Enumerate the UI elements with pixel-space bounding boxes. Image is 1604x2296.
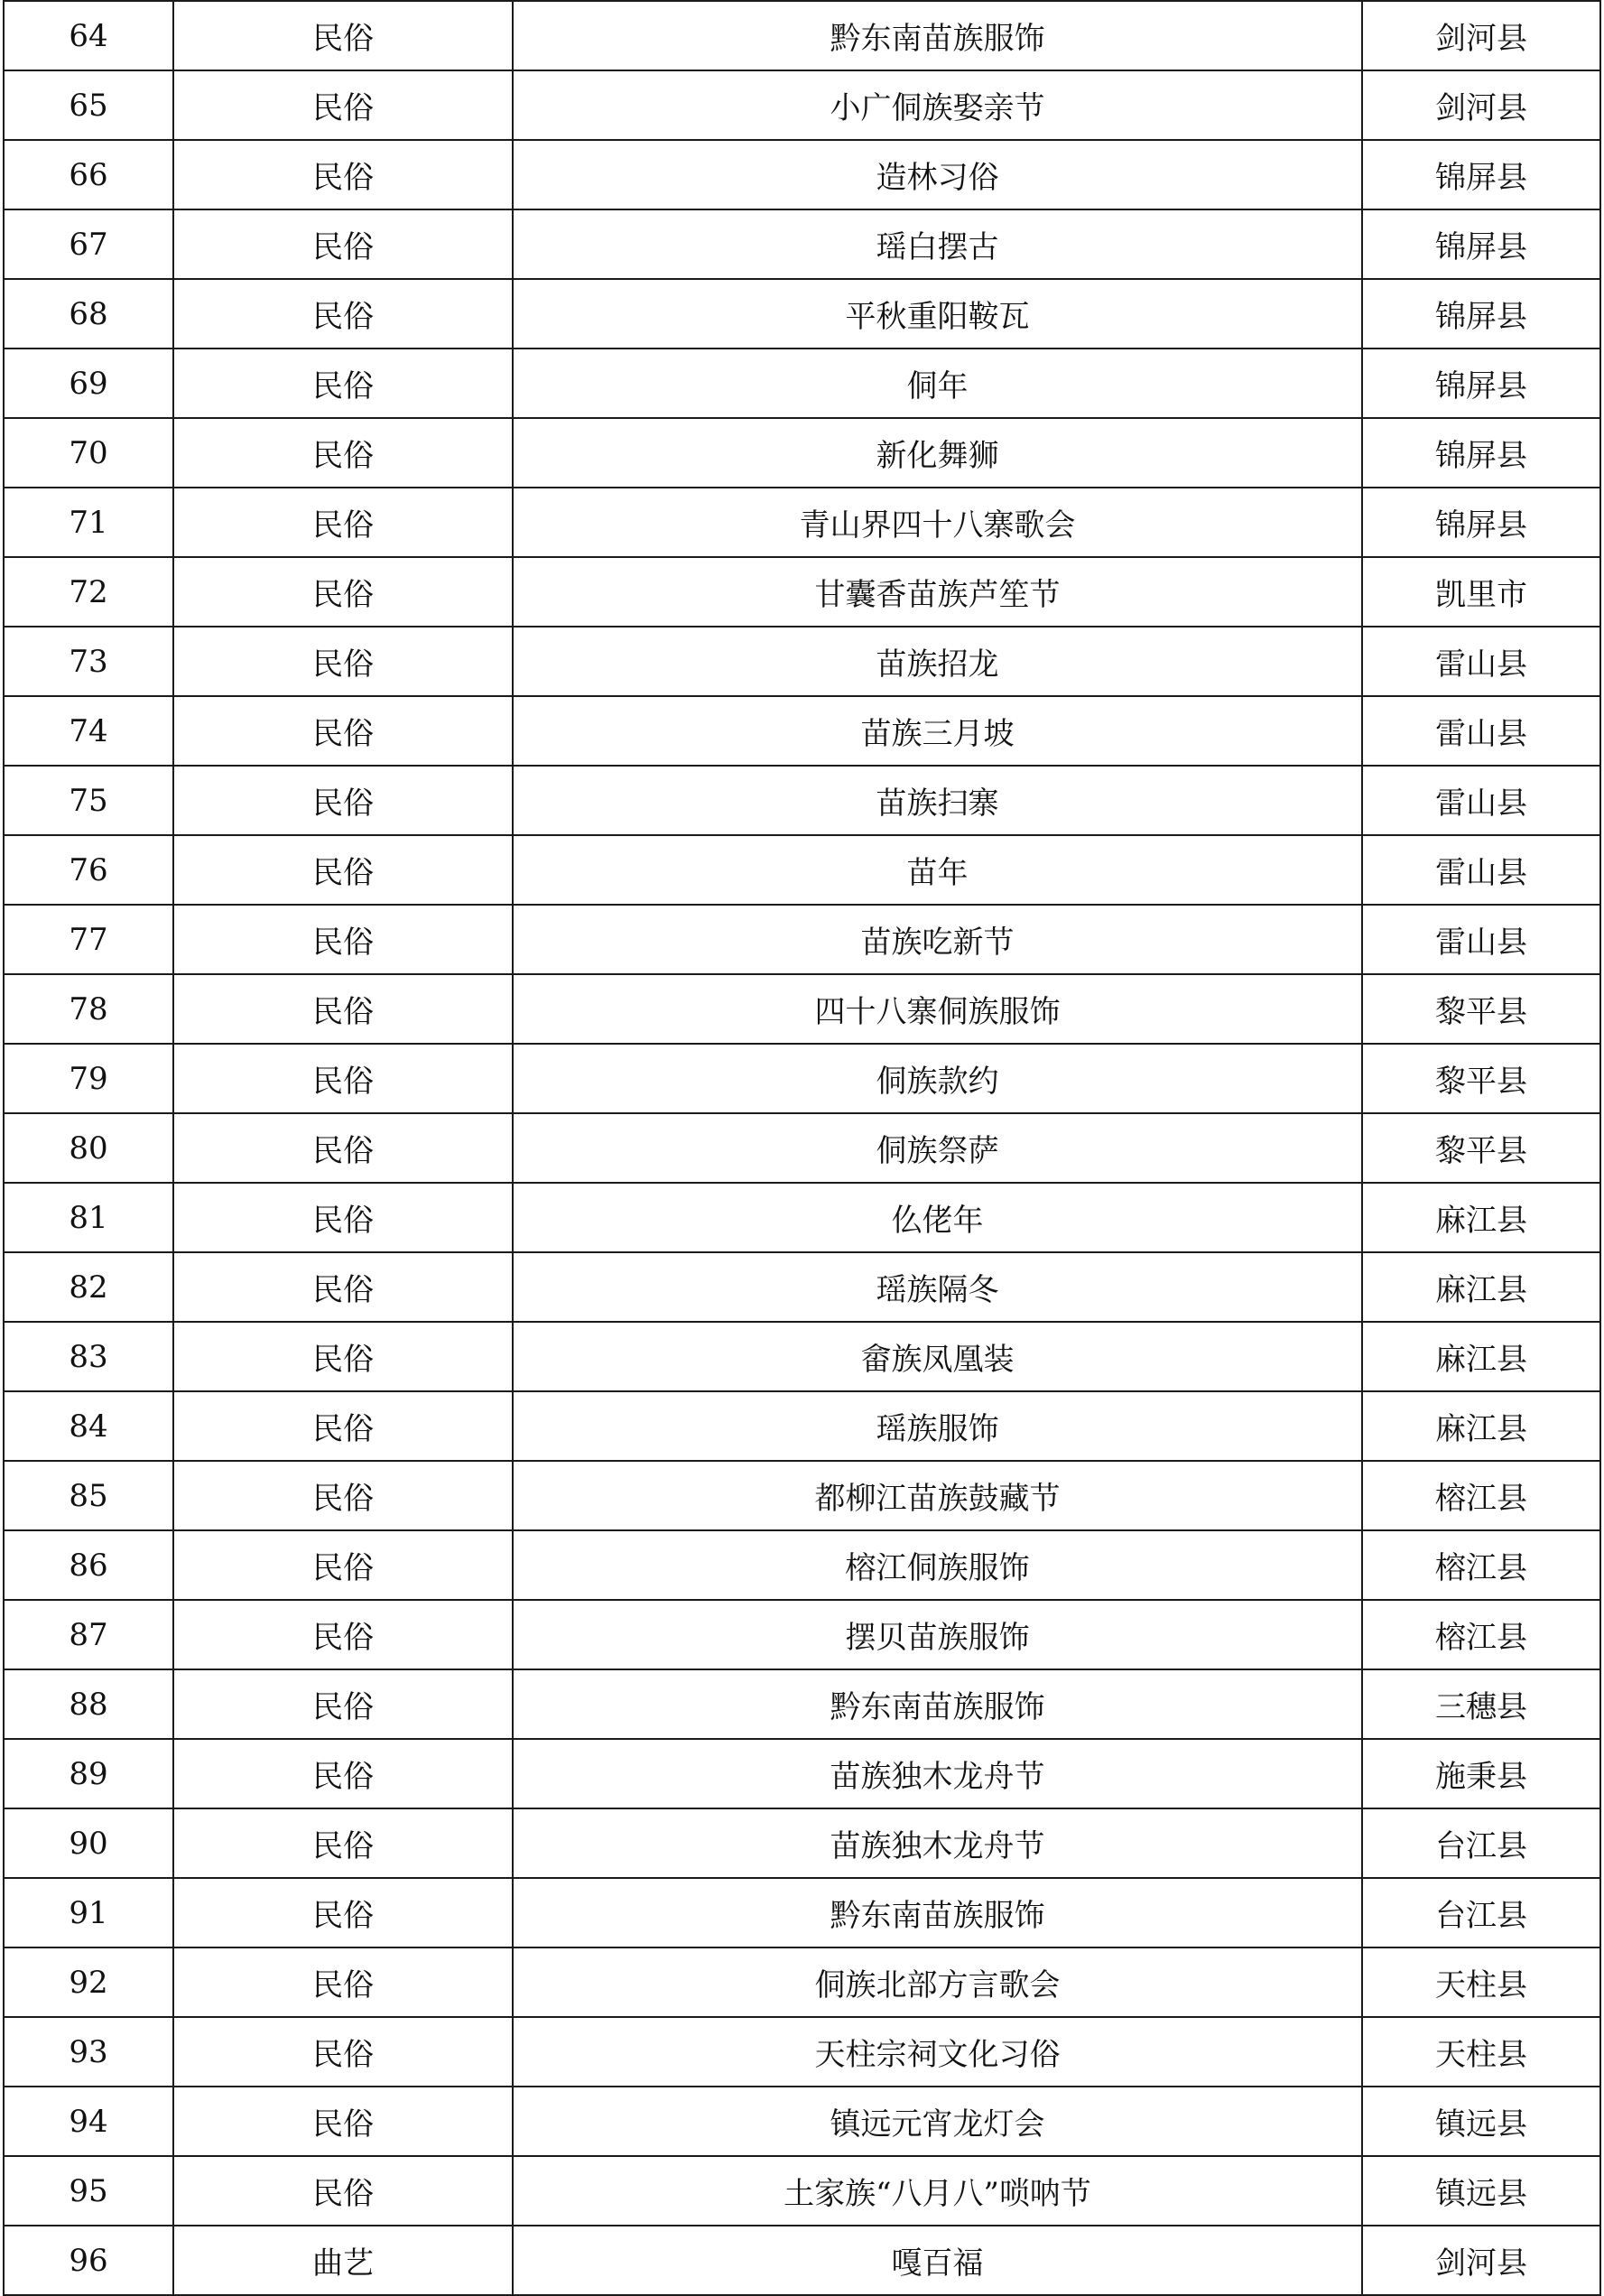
row-number-cell: 89 [4, 1739, 173, 1808]
row-number-cell: 83 [4, 1322, 173, 1391]
row-number-cell: 69 [4, 349, 173, 418]
row-number-cell: 78 [4, 974, 173, 1044]
category-cell: 民俗 [173, 1947, 513, 2017]
category-cell: 民俗 [173, 1113, 513, 1183]
area-cell: 麻江县 [1362, 1391, 1600, 1461]
area-cell: 剑河县 [1362, 1, 1600, 70]
item-name-cell: 造林习俗 [513, 140, 1362, 209]
row-number-cell: 91 [4, 1878, 173, 1947]
row-number-cell: 79 [4, 1044, 173, 1113]
category-cell: 民俗 [173, 488, 513, 557]
area-cell: 锦屏县 [1362, 349, 1600, 418]
table-row [4, 1669, 1600, 1739]
area-cell: 锦屏县 [1362, 140, 1600, 209]
item-name-cell: 镇远元宵龙灯会 [513, 2087, 1362, 2156]
category-cell: 民俗 [173, 1739, 513, 1808]
area-cell: 黎平县 [1362, 974, 1600, 1044]
area-cell: 锦屏县 [1362, 209, 1600, 279]
item-name-cell: 黔东南苗族服饰 [513, 1, 1362, 70]
area-cell: 麻江县 [1362, 1183, 1600, 1252]
table-row [4, 1600, 1600, 1669]
item-name-cell: 都柳江苗族鼓藏节 [513, 1461, 1362, 1530]
item-name-cell: 侗族北部方言歌会 [513, 1947, 1362, 2017]
table-row [4, 70, 1600, 140]
table-row [4, 2087, 1600, 2156]
category-cell: 民俗 [173, 835, 513, 905]
category-cell: 民俗 [173, 1, 513, 70]
table-row [4, 905, 1600, 974]
row-number-cell: 76 [4, 835, 173, 905]
category-cell: 民俗 [173, 1461, 513, 1530]
area-cell: 黎平县 [1362, 1044, 1600, 1113]
row-number-cell: 72 [4, 557, 173, 627]
area-cell: 雷山县 [1362, 766, 1600, 835]
item-name-cell: 黔东南苗族服饰 [513, 1669, 1362, 1739]
table-row [4, 557, 1600, 627]
category-cell: 民俗 [173, 1183, 513, 1252]
row-number-cell: 85 [4, 1461, 173, 1530]
row-number-cell: 70 [4, 418, 173, 488]
category-cell: 民俗 [173, 1808, 513, 1878]
area-cell: 天柱县 [1362, 2017, 1600, 2087]
row-number-cell: 65 [4, 70, 173, 140]
item-name-cell: 侗族祭萨 [513, 1113, 1362, 1183]
row-number-cell: 71 [4, 488, 173, 557]
area-cell: 锦屏县 [1362, 488, 1600, 557]
table-row [4, 696, 1600, 766]
area-cell: 施秉县 [1362, 1739, 1600, 1808]
item-name-cell: 瑶族服饰 [513, 1391, 1362, 1461]
category-cell: 民俗 [173, 1252, 513, 1322]
table-row [4, 1, 1600, 70]
table-row [4, 1808, 1600, 1878]
area-cell: 雷山县 [1362, 835, 1600, 905]
row-number-cell: 86 [4, 1530, 173, 1600]
table-row [4, 418, 1600, 488]
area-cell: 榕江县 [1362, 1600, 1600, 1669]
item-name-cell: 苗族扫寨 [513, 766, 1362, 835]
area-cell: 锦屏县 [1362, 279, 1600, 349]
table-row [4, 835, 1600, 905]
area-cell: 雷山县 [1362, 627, 1600, 696]
item-name-cell: 瑶白摆古 [513, 209, 1362, 279]
area-cell: 台江县 [1362, 1878, 1600, 1947]
category-cell: 民俗 [173, 1391, 513, 1461]
item-name-cell: 侗族款约 [513, 1044, 1362, 1113]
table-row [4, 627, 1600, 696]
item-name-cell: 嘎百福 [513, 2226, 1362, 2295]
category-cell: 民俗 [173, 1044, 513, 1113]
row-number-cell: 66 [4, 140, 173, 209]
category-cell: 民俗 [173, 627, 513, 696]
area-cell: 雷山县 [1362, 696, 1600, 766]
row-number-cell: 93 [4, 2017, 173, 2087]
item-name-cell: 苗族独木龙舟节 [513, 1808, 1362, 1878]
area-cell: 剑河县 [1362, 70, 1600, 140]
item-name-cell: 新化舞狮 [513, 418, 1362, 488]
table-row [4, 488, 1600, 557]
table-row [4, 209, 1600, 279]
area-cell: 锦屏县 [1362, 418, 1600, 488]
item-name-cell: 苗年 [513, 835, 1362, 905]
table-row [4, 1461, 1600, 1530]
table-row [4, 279, 1600, 349]
row-number-cell: 84 [4, 1391, 173, 1461]
row-number-cell: 82 [4, 1252, 173, 1322]
area-cell: 凯里市 [1362, 557, 1600, 627]
table-row [4, 766, 1600, 835]
category-cell: 民俗 [173, 1878, 513, 1947]
item-name-cell: 黔东南苗族服饰 [513, 1878, 1362, 1947]
item-name-cell: 平秋重阳鞍瓦 [513, 279, 1362, 349]
row-number-cell: 73 [4, 627, 173, 696]
row-number-cell: 87 [4, 1600, 173, 1669]
category-cell: 民俗 [173, 696, 513, 766]
table-row [4, 1947, 1600, 2017]
category-cell: 民俗 [173, 209, 513, 279]
category-cell: 民俗 [173, 557, 513, 627]
table-row [4, 2226, 1600, 2295]
table-row [4, 1739, 1600, 1808]
item-name-cell: 仫佬年 [513, 1183, 1362, 1252]
area-cell: 榕江县 [1362, 1461, 1600, 1530]
table-row [4, 2017, 1600, 2087]
category-cell: 民俗 [173, 2087, 513, 2156]
category-cell: 民俗 [173, 2017, 513, 2087]
heritage-table-body [4, 1, 1600, 2295]
area-cell: 剑河县 [1362, 2226, 1600, 2295]
item-name-cell: 苗族三月坡 [513, 696, 1362, 766]
category-cell: 民俗 [173, 1322, 513, 1391]
row-number-cell: 68 [4, 279, 173, 349]
area-cell: 雷山县 [1362, 905, 1600, 974]
table-row [4, 1113, 1600, 1183]
table-row [4, 1530, 1600, 1600]
category-cell: 曲艺 [173, 2226, 513, 2295]
table-row [4, 1044, 1600, 1113]
category-cell: 民俗 [173, 766, 513, 835]
area-cell: 三穗县 [1362, 1669, 1600, 1739]
row-number-cell: 90 [4, 1808, 173, 1878]
heritage-table [3, 0, 1601, 2296]
category-cell: 民俗 [173, 279, 513, 349]
category-cell: 民俗 [173, 905, 513, 974]
item-name-cell: 青山界四十八寨歌会 [513, 488, 1362, 557]
row-number-cell: 67 [4, 209, 173, 279]
row-number-cell: 88 [4, 1669, 173, 1739]
item-name-cell: 土家族“八月八”唢呐节 [513, 2156, 1362, 2226]
item-name-cell: 摆贝苗族服饰 [513, 1600, 1362, 1669]
item-name-cell: 苗族独木龙舟节 [513, 1739, 1362, 1808]
table-row [4, 974, 1600, 1044]
category-cell: 民俗 [173, 974, 513, 1044]
category-cell: 民俗 [173, 349, 513, 418]
area-cell: 天柱县 [1362, 1947, 1600, 2017]
item-name-cell: 小广侗族娶亲节 [513, 70, 1362, 140]
row-number-cell: 95 [4, 2156, 173, 2226]
area-cell: 榕江县 [1362, 1530, 1600, 1600]
item-name-cell: 畲族凤凰装 [513, 1322, 1362, 1391]
category-cell: 民俗 [173, 1600, 513, 1669]
table-row [4, 1252, 1600, 1322]
area-cell: 黎平县 [1362, 1113, 1600, 1183]
table-row [4, 140, 1600, 209]
area-cell: 镇远县 [1362, 2156, 1600, 2226]
table-row [4, 349, 1600, 418]
category-cell: 民俗 [173, 418, 513, 488]
area-cell: 麻江县 [1362, 1322, 1600, 1391]
row-number-cell: 77 [4, 905, 173, 974]
table-row [4, 1183, 1600, 1252]
area-cell: 镇远县 [1362, 2087, 1600, 2156]
item-name-cell: 瑶族隔冬 [513, 1252, 1362, 1322]
category-cell: 民俗 [173, 140, 513, 209]
row-number-cell: 74 [4, 696, 173, 766]
item-name-cell: 四十八寨侗族服饰 [513, 974, 1362, 1044]
item-name-cell: 甘囊香苗族芦笙节 [513, 557, 1362, 627]
item-name-cell: 榕江侗族服饰 [513, 1530, 1362, 1600]
row-number-cell: 75 [4, 766, 173, 835]
item-name-cell: 侗年 [513, 349, 1362, 418]
row-number-cell: 92 [4, 1947, 173, 2017]
category-cell: 民俗 [173, 1530, 513, 1600]
row-number-cell: 96 [4, 2226, 173, 2295]
area-cell: 台江县 [1362, 1808, 1600, 1878]
item-name-cell: 苗族招龙 [513, 627, 1362, 696]
table-row [4, 1878, 1600, 1947]
table-row [4, 1391, 1600, 1461]
table-row [4, 2156, 1600, 2226]
area-cell: 麻江县 [1362, 1252, 1600, 1322]
category-cell: 民俗 [173, 70, 513, 140]
row-number-cell: 80 [4, 1113, 173, 1183]
item-name-cell: 苗族吃新节 [513, 905, 1362, 974]
category-cell: 民俗 [173, 1669, 513, 1739]
heritage-list-page [3, 0, 1599, 2282]
category-cell: 民俗 [173, 2156, 513, 2226]
item-name-cell: 天柱宗祠文化习俗 [513, 2017, 1362, 2087]
table-row [4, 1322, 1600, 1391]
row-number-cell: 81 [4, 1183, 173, 1252]
row-number-cell: 64 [4, 1, 173, 70]
row-number-cell: 94 [4, 2087, 173, 2156]
